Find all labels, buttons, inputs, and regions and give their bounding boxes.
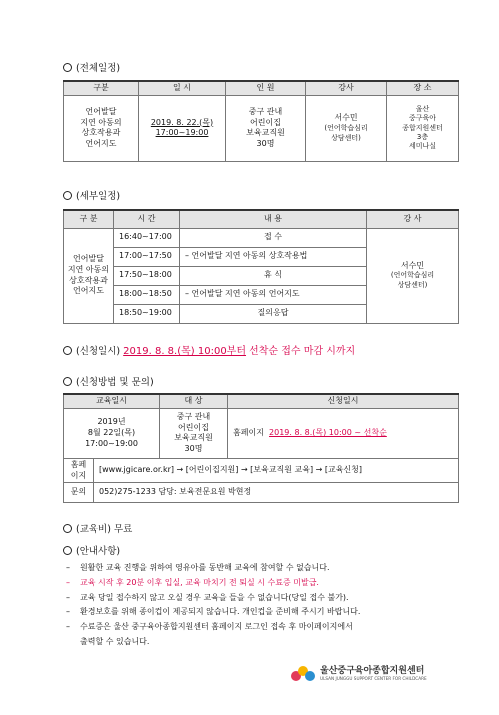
logo-text-en: ULSAN JUNGGU SUPPORT CENTER FOR CHILDCARE: [320, 676, 427, 681]
notice-item: 출력할 수 있습니다.: [80, 636, 150, 646]
category-cell: 언어발달 지연 아동의 상호작용과 언어지도: [64, 228, 114, 323]
section-application-date: (신청일시) 2019. 8. 8.(목) 10:00부터 선착순 접수 마감 시까지: [63, 342, 355, 357]
target-cell: 중구 관내 어린이집 보육교직원 30명: [160, 408, 228, 458]
notice-item: – 환경보호를 위해 종이컵이 제공되지 않습니다. 개인컵을 준비해 주시기 바랍니다.: [66, 607, 361, 617]
section-title-notice: (안내사항): [63, 543, 120, 557]
category-cell: 언어발달 지연 아동의 상호작용과 언어지도: [64, 95, 139, 161]
header-cell: 강사: [306, 81, 387, 95]
header-cell: 일 시: [139, 81, 226, 95]
contact-label: 문의: [64, 483, 94, 503]
apply-table: [63, 393, 459, 503]
header-cell: 교육일시: [64, 394, 160, 408]
notice-item: – 원활한 교육 진행을 위하여 영유아를 동반해 교육에 참여할 수 없습니다.: [66, 563, 330, 572]
section-title-schedule: (전체일정): [63, 60, 120, 74]
content-cell: 질의응답: [180, 304, 367, 323]
circle-bullet-icon: [63, 346, 72, 355]
circle-bullet-icon: [63, 191, 72, 200]
contact-value: 052)275-1233 담당: 보육전문요원 박현정: [94, 483, 459, 503]
circle-bullet-icon: [63, 524, 72, 533]
apply-date-cell: 홈페이지 2019. 8. 8.(목) 10:00 ~ 선착순: [228, 408, 459, 458]
notice-item: – 교육 시작 후 20분 이후 입실, 교육 마치기 전 퇴실 시 수료증 미발급.: [66, 577, 319, 587]
notice-item: – 수료증은 울산 중구육아종합지원센터 홈페이지 로그인 접속 후 마이페이지에서: [66, 622, 353, 632]
content-cell: 접 수: [180, 228, 367, 247]
center-logo-icon: [290, 663, 316, 685]
time-cell: 16:40~17:00: [114, 228, 180, 247]
notice-item: – 교육 당일 접수하지 않고 오실 경우 교육을 들을 수 없습니다(당일 접수 불가).: [66, 592, 349, 602]
header-cell: 신청일시: [228, 394, 459, 408]
header-cell: 대 상: [160, 394, 228, 408]
header-cell: 강 사: [367, 210, 459, 228]
attendees-cell: 중구 관내 어린이집 보육교직원 30명: [226, 95, 306, 161]
detail-schedule-table: [63, 209, 459, 324]
circle-bullet-icon: [63, 377, 72, 386]
time-cell: 17:50~18:00: [114, 266, 180, 285]
homepage-link[interactable]: [www.jgicare.or.kr] → [어린이집지원] → [보육교직원 교육] → [교육신청]: [94, 458, 459, 483]
content-cell: 휴 식: [180, 266, 367, 285]
header-cell: 인 원: [226, 81, 306, 95]
content-cell: – 언어발달 지연 아동의 언어지도: [180, 285, 367, 304]
header-cell: 구 분: [64, 210, 114, 228]
lecturer-cell: 서수민 (언어학습심리 상담센터): [306, 95, 387, 161]
logo-text-ko: 울산중구육아종합지원센터: [320, 666, 425, 676]
notice-list: [66, 561, 466, 650]
schedule-table: [63, 80, 459, 162]
lecturer-cell: 서수민 (언어학습심리 상담센터): [367, 228, 459, 323]
header-cell: 구분: [64, 81, 139, 95]
circle-bullet-icon: [63, 546, 72, 555]
date-cell: 2019년 8월 22일(목) 17:00~19:00: [64, 408, 160, 458]
time-cell: 18:50~19:00: [114, 304, 180, 323]
time-cell: 18:00~18:50: [114, 285, 180, 304]
location-cell: 울산 중구육아 종합지원센터 3층 세미나실: [387, 95, 459, 161]
center-logo: [290, 661, 440, 687]
header-cell: 내 용: [180, 210, 367, 228]
content-cell: – 언어발달 지연 아동의 상호작용법: [180, 247, 367, 266]
section-title-detail: (세부일정): [63, 188, 120, 202]
date-cell: 2019. 8. 22.(목) 17:00~19:00: [139, 95, 226, 161]
header-cell: 시 간: [114, 210, 180, 228]
time-cell: 17:00~17:50: [114, 247, 180, 266]
homepage-label: 홈페 이지: [64, 458, 94, 483]
section-fee: (교육비) 무료: [63, 521, 132, 535]
header-cell: 장 소: [387, 81, 459, 95]
section-title-apply: (신청방법 및 문의): [63, 374, 154, 388]
circle-bullet-icon: [63, 63, 72, 72]
